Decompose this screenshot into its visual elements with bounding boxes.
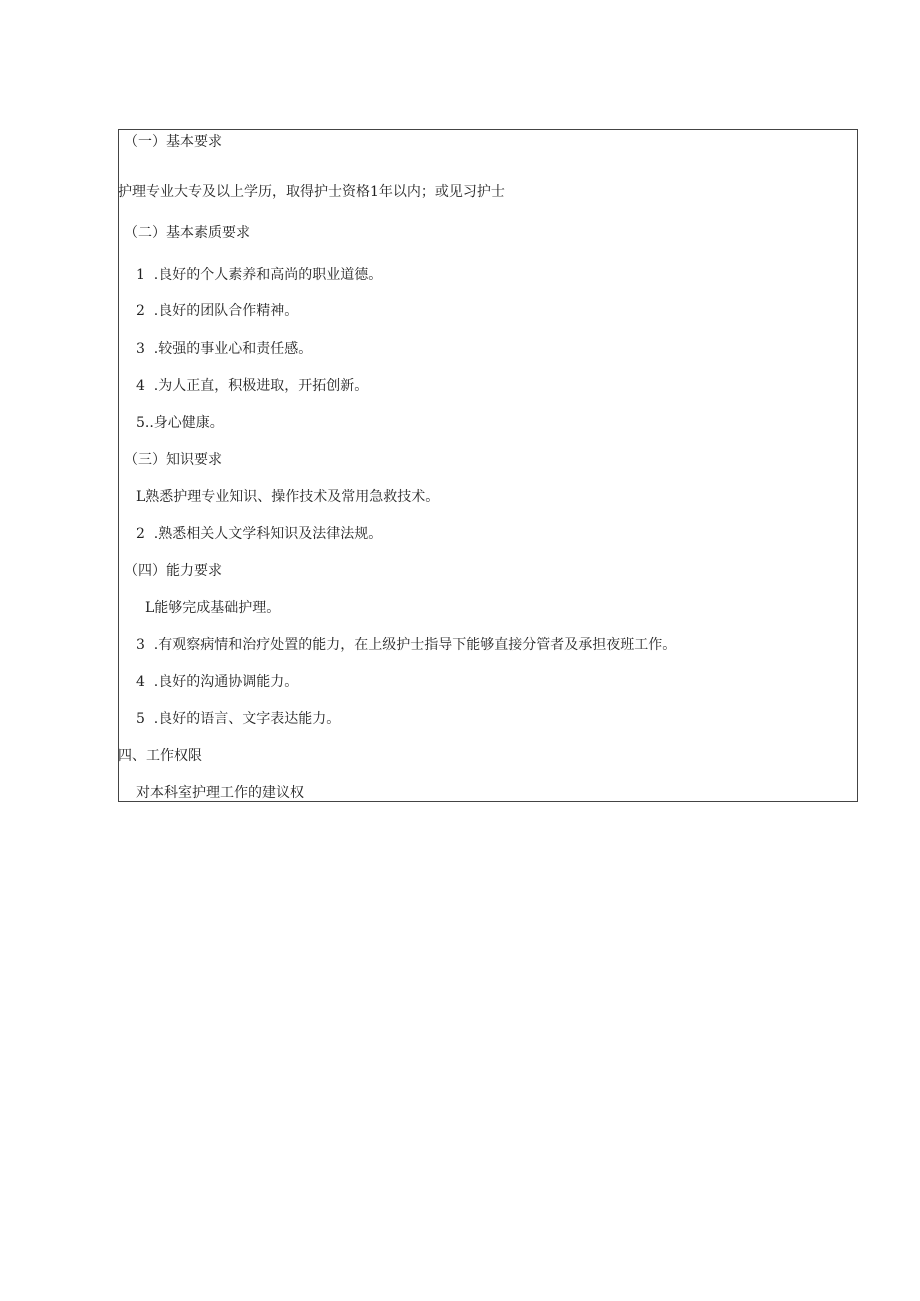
quality-item-5: 5..身心健康。 [136,415,224,431]
knowledge-heading: （三）知识要求 [124,452,222,468]
quality-item-4: 4 .为人正直，积极进取，开拓创新。 [136,378,369,394]
quality-item-1: 1 .良好的个人素养和高尚的职业道德。 [136,267,383,283]
ability-item-1: L能够完成基础护理。 [145,600,281,616]
ability-heading: （四）能力要求 [124,563,222,579]
basic-quality-heading: （二）基本素质要求 [124,225,250,241]
work-authority-text: 对本科室护理工作的建议权 [136,785,304,801]
basic-requirements-heading: （一）基本要求 [124,134,222,150]
work-authority-heading: 四、工作权限 [118,748,202,764]
ability-item-4: 4 .良好的沟通协调能力。 [136,674,299,690]
education-requirement-text: 护理专业大专及以上学历，取得护士资格1年以内；或见习护士 [118,184,505,200]
quality-item-2: 2 .良好的团队合作精神。 [136,303,299,319]
knowledge-item-2: 2 .熟悉相关人文学科知识及法律法规。 [136,526,383,542]
ability-item-5: 5 .良好的语言、文字表达能力。 [136,711,341,727]
quality-item-3: 3 .较强的事业心和责任感。 [136,341,313,357]
ability-item-3: 3 .有观察病情和治疗处置的能力，在上级护士指导下能够直接分管者及承担夜班工作。 [136,637,677,653]
knowledge-item-1: L熟悉护理专业知识、操作技术及常用急救技术。 [136,489,440,505]
